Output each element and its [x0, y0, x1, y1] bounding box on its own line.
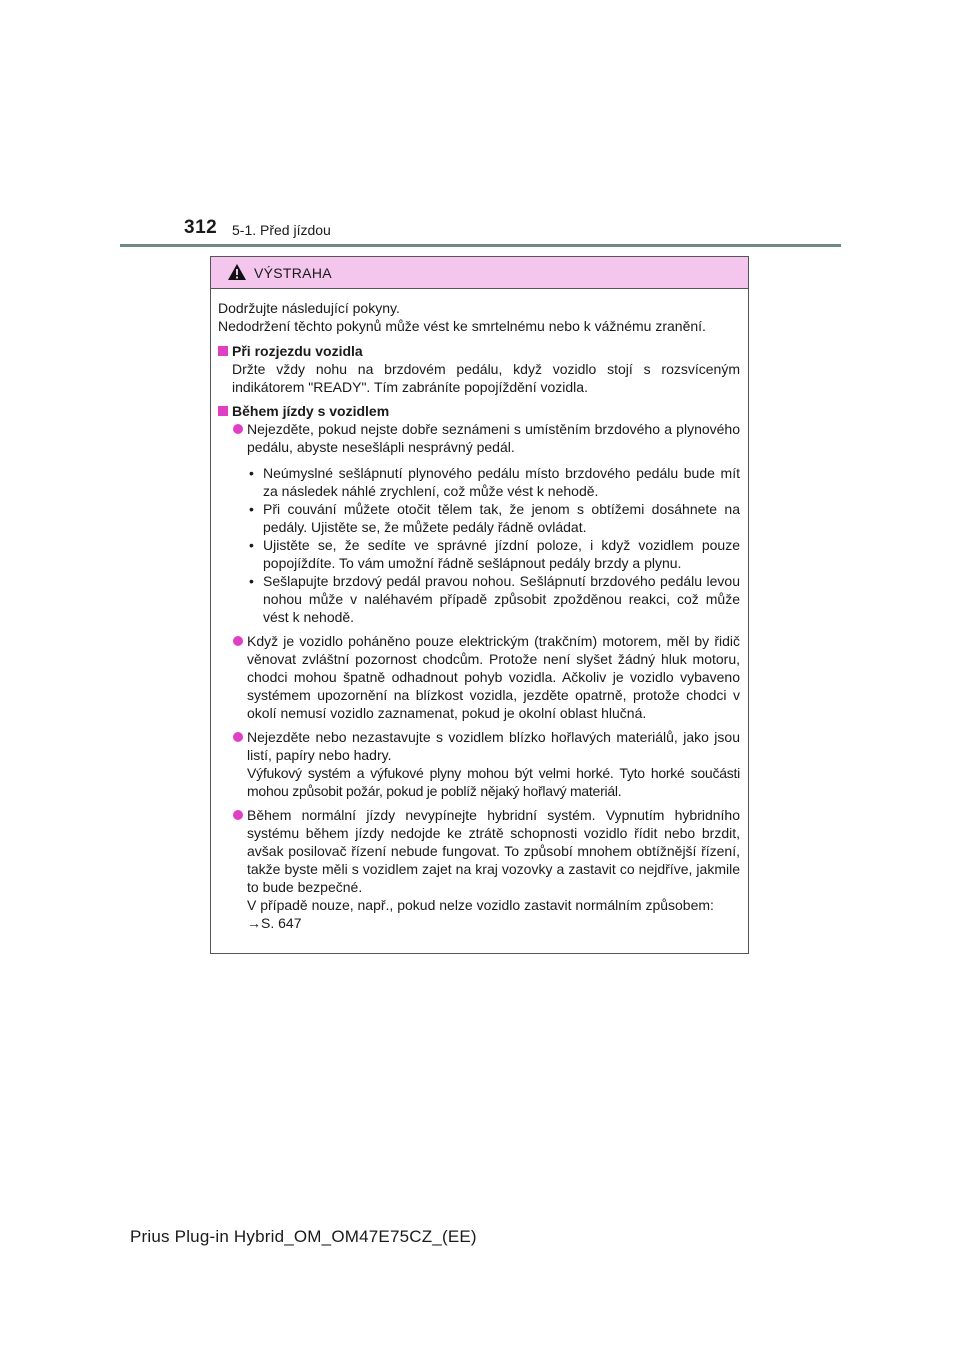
bullet-text-2: Výfukový systém a výfukové plyny mohou být velmi horké. Tyto horké součásti mohou způsobit požár, pokud je poblíž nějaký hořlavý materiál.	[247, 765, 740, 799]
sub-bullet-dot: •	[249, 537, 254, 553]
bullet-text-2: V případě nouze, např., pokud nelze vozidlo zastavit normálním způsobem:	[247, 897, 714, 913]
circle-bullet-icon	[233, 732, 243, 742]
sub-item-text: Sešlapujte brzdový pedál pravou nohou. Sešlápnutí brzdového pedálu levou nohou může v naléhavém případě způsobit zpožděnou reakci, což může vést k nehodě.	[263, 573, 740, 625]
list-item	[218, 420, 740, 626]
circle-bullet-icon	[233, 636, 243, 646]
document-id: Prius Plug-in Hybrid_OM_OM47E75CZ_(EE)	[130, 1227, 477, 1246]
sub-item-text: Při couvání můžete otočit tělem tak, že jenom s obtížemi dosáhnete na pedály. Ujistěte se, že můžete pedály řádně ovládat.	[263, 501, 740, 535]
sub-bullet-dot: •	[249, 573, 254, 589]
sub-item	[218, 464, 740, 500]
warning-body	[211, 289, 748, 932]
list-item	[218, 632, 740, 722]
sub-bullet-dot: •	[249, 501, 254, 517]
bullet-text: Nejezděte, pokud nejste dobře seznámeni s umístěním brzdového a plynového pedálu, abyste nesešlápli nesprávný pedál.	[247, 421, 740, 455]
sub-bullet-dot: •	[249, 465, 254, 481]
section-heading-text: Během jízdy s vozidlem	[232, 403, 390, 419]
page-reference: →S. 647	[247, 915, 302, 931]
warning-header	[211, 257, 748, 289]
warning-box	[210, 256, 749, 954]
sub-item-text: Ujistěte se, že sedíte ve správné jízdní poloze, i když vozidlem pouze popojíždíte. To vám umožní řádně sešlápnout pedály brzdy a plynu.	[263, 537, 740, 571]
bullet-text: Když je vozidlo poháněno pouze elektrickým (trakčním) motorem, měl by řidič věnovat zvláštní pozornost chodcům. Protože není slyšet žádný hluk motoru, chodci mohou špatně odhadnout pohyb vozidla. Ačkoliv je vozidlo vybaveno systémem upozornění na blízkost vozidla, jezděte opatrně, protože chodci v okolí nemusí vozidlo zaznamenat, pokud je okolní oblast hlučná.	[247, 633, 740, 721]
section-start	[218, 342, 740, 396]
sub-list	[218, 464, 740, 626]
section-heading-text: Při rozjezdu vozidla	[232, 343, 363, 359]
list-item	[218, 806, 740, 932]
list-item	[218, 728, 740, 800]
intro-line-2: Nedodržení těchto pokynů může vést ke smrtelnému nebo k vážnému zranění.	[218, 318, 706, 334]
section-heading-start	[218, 342, 740, 360]
section-driving	[218, 402, 740, 932]
sub-item	[218, 500, 740, 536]
circle-bullet-icon	[233, 810, 243, 820]
section-heading-driving	[218, 402, 740, 420]
section-text: Držte vždy nohu na brzdovém pedálu, když vozidlo stojí s rozsvíceným indikátorem "READY". Tím zabráníte popojíždění vozidla.	[232, 361, 740, 395]
bullet-text: Během normální jízdy nevypínejte hybridní systém. Vypnutím hybridního systému během jízdy nedojde ke ztrátě schopnosti vozidlo řídit nebo brzdit, avšak posilovač řízení nebude fungovat. To způsobí mnohem obtížnější řízení, takže byste měli s vozidlem zajet na kraj vozovky a zastavit co nejdříve, jakmile to bude bezpečné.	[247, 807, 740, 895]
warning-intro	[218, 299, 740, 335]
sub-item-text: Neúmyslné sešlápnutí plynového pedálu místo brzdového pedálu bude mít za následek náhlé zrychlení, což může vést k nehodě.	[263, 465, 740, 499]
circle-bullet-icon	[233, 424, 243, 434]
square-bullet-icon	[218, 346, 228, 356]
square-bullet-icon	[218, 406, 228, 416]
intro-line-1: Dodržujte následující pokyny.	[218, 300, 400, 316]
page-number: 312	[184, 217, 218, 238]
bullet-text: Nejezděte nebo nezastavujte s vozidlem blízko hořlavých materiálů, jako jsou listí, papíry nebo hadry.	[247, 729, 740, 763]
sub-item	[218, 536, 740, 572]
warning-title: VÝSTRAHA	[254, 265, 332, 281]
header-rule	[120, 244, 841, 247]
section-title: 5-1. Před jízdou	[232, 222, 331, 238]
warning-triangle-icon	[227, 263, 247, 281]
sub-item	[218, 572, 740, 626]
